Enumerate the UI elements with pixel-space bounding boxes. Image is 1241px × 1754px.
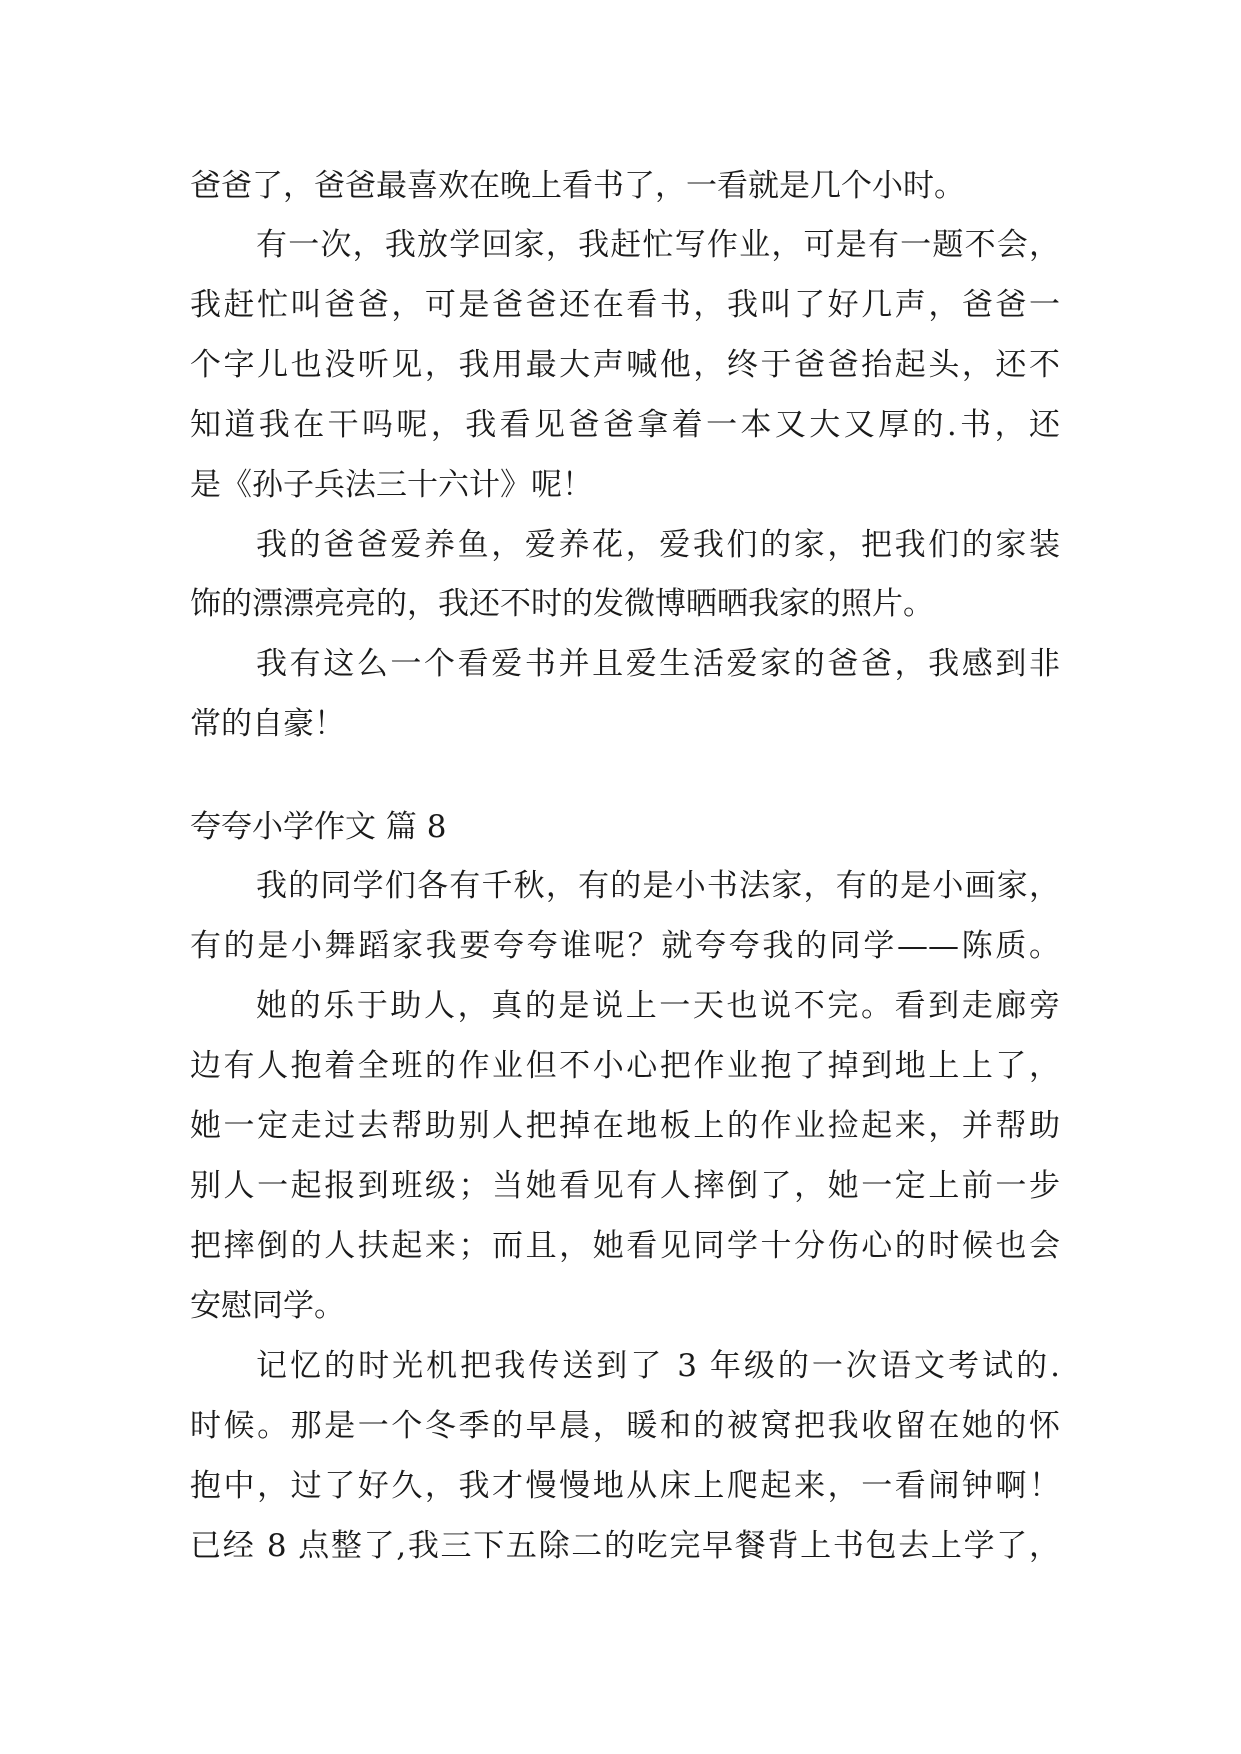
text-line: 我的爸爸爱养鱼，爱养花，爱我们的家，把我们的家装 (256, 527, 1060, 563)
text-line: 时候。那是一个冬季的早晨，暖和的被窝把我收留在她的怀 (190, 1408, 1060, 1444)
text-line: 有一次，我放学回家，我赶忙写作业，可是有一题不会， (256, 227, 1060, 263)
text-line: 安慰同学。 (190, 1288, 345, 1324)
text-line: 是《孙子兵法三十六计》呢！ (190, 467, 593, 503)
text-line: 知道我在干吗呢，我看见爸爸拿着一本又大又厚的.书，还 (190, 407, 1060, 443)
text-line: 有的是小舞蹈家我要夸夸谁呢？就夸夸我的同学——陈质。 (190, 928, 1060, 964)
text-line: 饰的漂漂亮亮的，我还不时的发微博晒晒我家的照片。 (190, 586, 934, 622)
text-line: 别人一起报到班级；当她看见有人摔倒了，她一定上前一步 (190, 1168, 1060, 1204)
section-heading: 夸夸小学作文 篇 8 (190, 809, 447, 845)
text-line: 常的自豪！ (190, 706, 345, 742)
text-line: 她的乐于助人，真的是说上一天也说不完。看到走廊旁 (256, 988, 1060, 1024)
text-line: 我有这么一个看爱书并且爱生活爱家的爸爸，我感到非 (256, 646, 1060, 682)
text-line: 已经 8 点整了,我三下五除二的吃完早餐背上书包去上学了， (190, 1528, 1060, 1564)
text-line: 抱中，过了好久，我才慢慢地从床上爬起来，一看闹钟啊！ (190, 1468, 1060, 1504)
text-line: 我的同学们各有千秋，有的是小书法家，有的是小画家， (256, 868, 1060, 904)
text-line: 她一定走过去帮助别人把掉在地板上的作业捡起来，并帮助 (190, 1108, 1060, 1144)
text-line: 记忆的时光机把我传送到了 3 年级的一次语文考试的. (256, 1348, 1060, 1384)
text-line: 边有人抱着全班的作业但不小心把作业抱了掉到地上上了， (190, 1048, 1060, 1084)
text-line: 个字儿也没听见，我用最大声喊他，终于爸爸抬起头，还不 (190, 347, 1060, 383)
text-line: 把摔倒的人扶起来；而且，她看见同学十分伤心的时候也会 (190, 1228, 1060, 1264)
text-line: 爸爸了，爸爸最喜欢在晚上看书了，一看就是几个小时。 (190, 168, 965, 204)
text-line: 我赶忙叫爸爸，可是爸爸还在看书，我叫了好几声，爸爸一 (190, 287, 1060, 323)
